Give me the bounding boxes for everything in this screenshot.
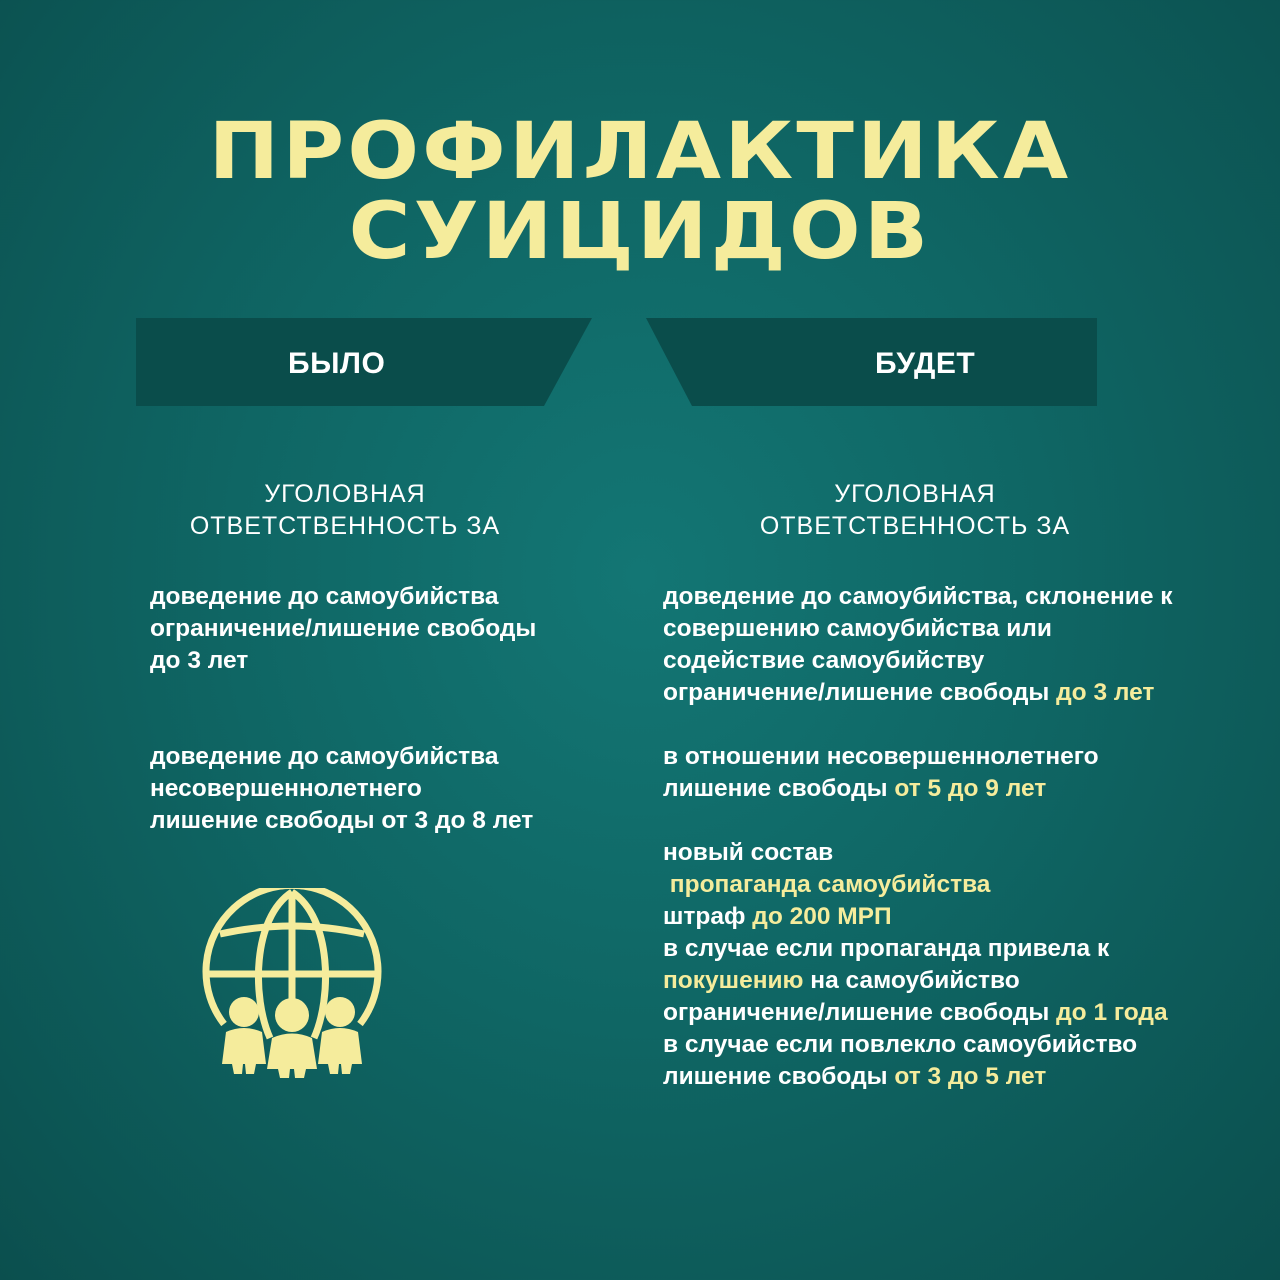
globe-with-children-icon [200, 888, 384, 1083]
right-block-3-attempt-highlight: покушению [663, 967, 804, 994]
right-block-3-prison-highlight: от 3 до 5 лет [894, 1063, 1047, 1090]
right-block-3-line-2: пропаганда самоубийства [663, 871, 991, 898]
right-block-2-line-2-text: лишение свободы [663, 775, 895, 802]
title-line-2: СУИЦИДОВ [348, 187, 932, 277]
right-block-3-term-highlight: до 1 года [1056, 999, 1168, 1026]
right-block-3-line-3-text: штраф [663, 903, 753, 930]
right-block-3-line-5-text: на самоубийство [803, 967, 1020, 994]
right-block-1 [663, 581, 1173, 709]
left-block-2-line-2: несовершеннолетнего [150, 775, 422, 802]
left-subhead-line-2: ОТВЕТСТВЕННОСТЬ ЗА [189, 512, 501, 540]
right-block-3-line-6-text: ограничение/лишение свободы [663, 999, 1057, 1026]
right-block-3-line-8 [663, 1061, 1168, 1093]
right-block-2-highlight: от 5 до 9 лет [894, 775, 1047, 802]
right-block-3-line-5 [663, 965, 1168, 997]
left-block-2 [150, 741, 533, 837]
banner-before [136, 318, 592, 406]
title-line-1: ПРОФИЛАКТИКА [208, 107, 1072, 197]
right-block-3 [663, 837, 1168, 1093]
left-subhead-line-1: УГОЛОВНАЯ [264, 480, 426, 508]
right-subhead-line-2: ОТВЕТСТВЕННОСТЬ ЗА [759, 512, 1071, 540]
right-block-1-line-1: доведение до самоубийства, склонение к [663, 583, 1173, 610]
right-subhead [730, 478, 1100, 542]
banner-after [646, 318, 1097, 406]
right-block-3-line-7: в случае если повлекло самоубийство [663, 1031, 1138, 1058]
right-block-1-line-4 [663, 677, 1173, 709]
right-block-1-line-3: содействие самоубийству [663, 647, 985, 674]
right-block-1-highlight: до 3 лет [1056, 679, 1155, 706]
left-subhead [160, 478, 530, 542]
page-title [0, 107, 1280, 277]
banner-after-shape [646, 318, 1097, 406]
right-block-2-line-2 [663, 773, 1099, 805]
left-block-1-line-2: ограничение/лишение свободы [150, 615, 537, 642]
right-block-2-line-1: в отношении несовершеннолетнего [663, 743, 1099, 770]
right-block-2 [663, 741, 1099, 805]
right-block-1-line-2: совершению самоубийства или [663, 615, 1052, 642]
left-block-1-line-1: доведение до самоубийства [150, 583, 499, 610]
right-block-1-line-4-text: ограничение/лишение свободы [663, 679, 1057, 706]
left-block-2-line-1: доведение до самоубийства [150, 743, 499, 770]
right-block-3-line-4: в случае если пропаганда привела к [663, 935, 1110, 962]
right-block-3-line-6 [663, 997, 1168, 1029]
banner-after-label: БУДЕТ [875, 347, 976, 380]
banner-before-label: БЫЛО [288, 347, 386, 380]
left-block-1 [150, 581, 536, 677]
right-block-3-fine-highlight: до 200 МРП [752, 903, 892, 930]
left-block-1-line-3: до 3 лет [150, 647, 249, 674]
right-subhead-line-1: УГОЛОВНАЯ [834, 480, 996, 508]
right-block-3-line-3 [663, 901, 1168, 933]
left-block-2-line-3: лишение свободы от 3 до 8 лет [150, 807, 534, 834]
right-block-3-line-1: новый состав [663, 839, 834, 866]
right-block-3-line-8-text: лишение свободы [663, 1063, 895, 1090]
